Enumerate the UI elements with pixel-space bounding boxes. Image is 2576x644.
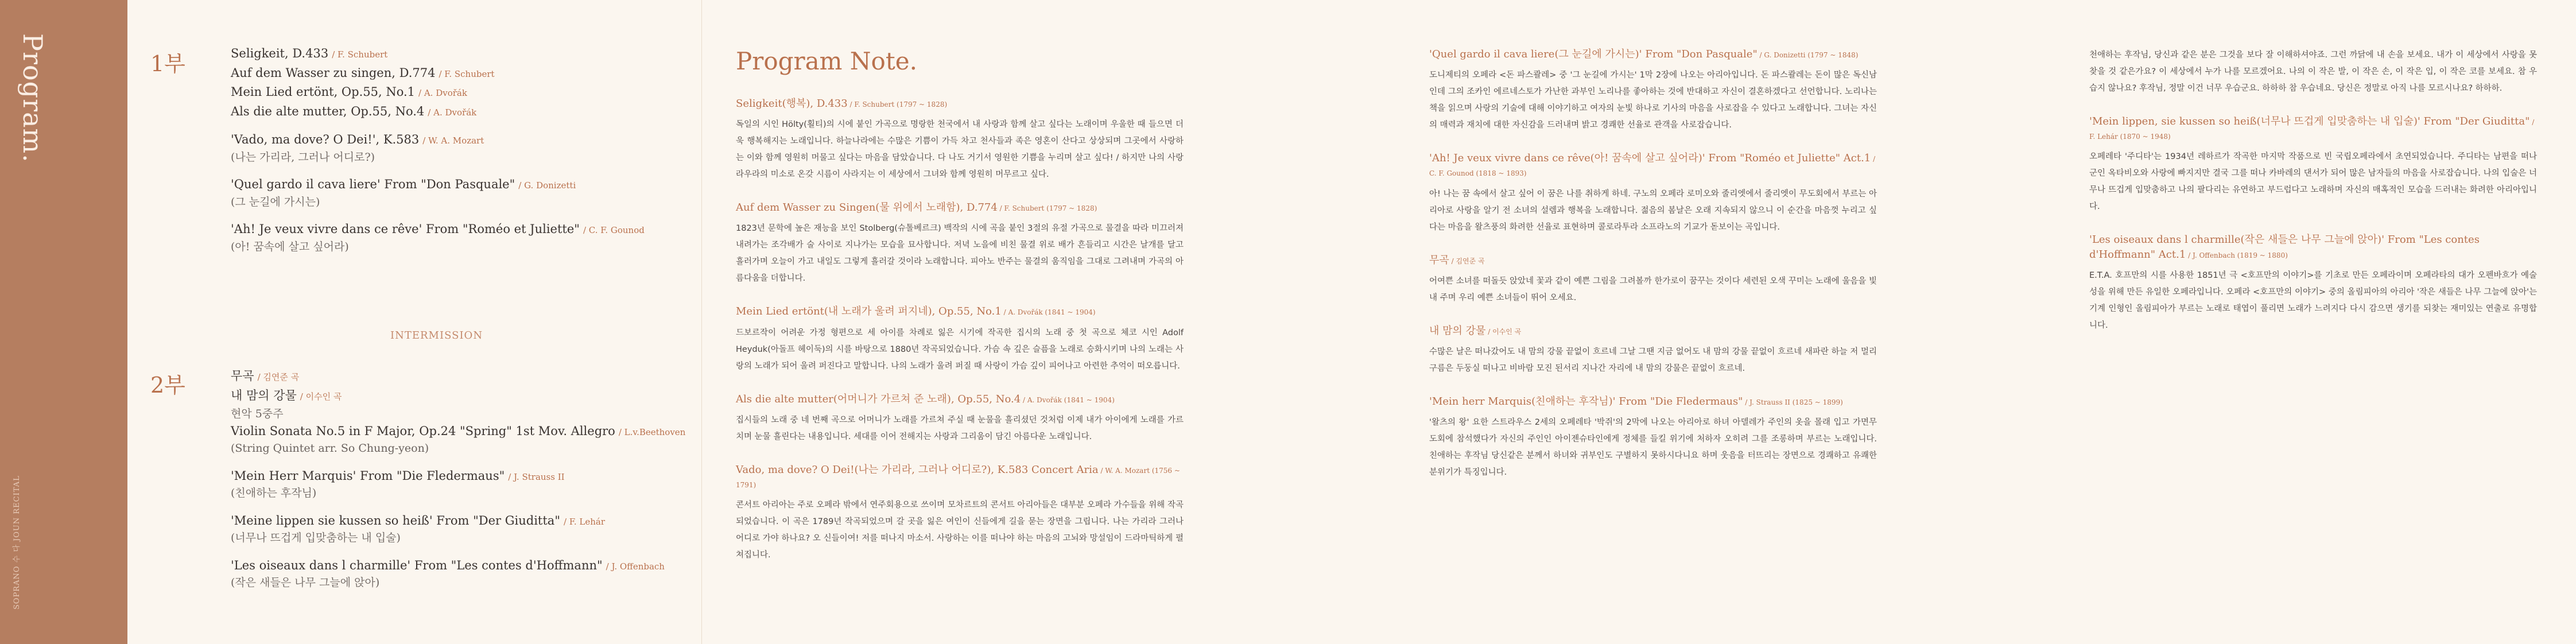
recital-vertical-subtitle: SOPRANO 수 다 JOUN RECITAL	[13, 475, 21, 610]
program-item-title: Auf dem Wasser zu singen, D.774	[231, 65, 436, 80]
program-item	[231, 131, 690, 149]
program-item-title: (String Quintet arr. So Chung-yeon)	[231, 442, 429, 455]
notes-column-2	[1429, 47, 1877, 498]
program-item-title: 무곡	[231, 369, 254, 383]
program-item	[231, 176, 690, 194]
note-composer: / 이수인 곡	[1485, 327, 1522, 336]
program-item	[231, 575, 690, 591]
note-composer: / J. Offenbach (1819 ~ 1880)	[2186, 251, 2288, 259]
program-item	[231, 83, 690, 102]
intermission-label: INTERMISSION	[390, 329, 483, 342]
notes-column-3	[2089, 47, 2537, 351]
program-item-title: 'Ah! Je veux vivre dans ce rêve' From "Roméo et Juliette"	[231, 222, 580, 236]
program-item-title: 'Les oiseaux dans l charmille' From "Les contes d'Hoffmann"	[231, 558, 603, 572]
note-composer: / 김연준 곡	[1449, 257, 1485, 265]
program-item	[231, 440, 690, 457]
note-heading	[1429, 394, 1877, 409]
note-composer: / F. Lehár (1870 ~ 1948)	[2089, 118, 2535, 141]
program-item-title: (그 눈길에 가시는)	[231, 195, 320, 208]
program-item	[231, 64, 690, 83]
program-item-title: 'Vado, ma dove? O Dei!', K.583	[231, 133, 420, 146]
spine-band	[0, 0, 127, 644]
note-title: Als die alte mutter(어머니가 가르쳐 준 노래), Op.55, No.4	[736, 393, 1021, 405]
note-body: 수많은 날은 떠나갔어도 내 맘의 강물 끝없이 흐르네 그날 그땐 지금 없어도 내 맘의 강물 끝없이 흐르네 새파란 하늘 저 멀리 구름은 두둥실 떠나고 비바람 모진 된서리 지나간 자리에 내 맘의 강물은 끝없이 흐르네.	[1429, 347, 1877, 373]
note-body: 오페레타 '주디타'는 1934년 레하르가 작곡한 마지막 작품으로 빈 국립오페라에서 초연되었습니다. 주디타는 남편을 떠나 군인 옥타비오와 사랑에 빠지지만 결국 그를 떠나 카바레의 댄서가 되어 많은 남자들의 마음을 사로잡습니다. 나의 입술은 너무나 뜨겁게 입맞춤하고 나의 팔다리는 유연하고 부드럽다고 노래하며 자신의 매혹적인 모습을 드러내는 화려한 아리아입니다.	[2089, 152, 2537, 212]
program-item	[231, 467, 690, 486]
program-item-composer: / F. Schubert	[439, 68, 495, 79]
note-composer: / J. Strauss II (1825 ~ 1899)	[1743, 398, 1843, 406]
program-item-composer: / F. Lehár	[563, 516, 606, 527]
program-item	[231, 422, 690, 441]
program-item-title: 'Mein Herr Marquis' From "Die Fledermaus"	[231, 468, 505, 483]
note-composer: / F. Schubert (1797 ~ 1828)	[997, 204, 1097, 213]
note-title: 내 맘의 강물	[1429, 324, 1486, 337]
program-item	[231, 406, 690, 422]
program-item-composer: / A. Dvořák	[418, 88, 467, 98]
note-title: 'Les oiseaux dans l charmille(작은 새들은 나무 그늘에 앉아)' From "Les contes d'Hoffmann" Act.1	[2089, 234, 2480, 261]
program-item	[231, 530, 690, 546]
part1-label: 1부	[150, 51, 185, 76]
program-item-title: (아! 꿈속에 살고 싶어라)	[231, 240, 349, 253]
note-heading	[736, 392, 1184, 406]
program-item-composer: / 이수인 곡	[300, 391, 342, 402]
note-title: Vado, ma dove? O Dei!(나는 가리라, 그러나 어디로?), K.583 Concert Aria	[736, 463, 1099, 476]
program-item-composer: / A. Dvořák	[428, 107, 477, 118]
program-item-title: 현악 5중주	[231, 408, 284, 420]
program-item-composer: / F. Schubert	[332, 49, 388, 60]
note-heading	[736, 304, 1184, 319]
program-item-composer: / G. Donizetti	[518, 180, 576, 191]
program-vertical-title: Program.	[17, 33, 48, 163]
program-item	[231, 103, 690, 121]
part2-list	[231, 367, 690, 591]
note-heading	[736, 463, 1184, 491]
note-title: 무곡	[1429, 254, 1449, 266]
part2-label: 2부	[150, 373, 185, 398]
program-item	[231, 220, 690, 239]
program-item-title: Als die alte mutter, Op.55, No.4	[231, 104, 425, 118]
program-item-composer: / J. Strauss II	[508, 471, 565, 482]
note-heading	[1429, 151, 1877, 180]
note-composer: / W. A. Mozart (1756 ~ 1791)	[736, 466, 1180, 489]
program-item	[231, 485, 690, 502]
note-title: 'Mein herr Marquis(친애하는 후작님)' From "Die Fledermaus"	[1429, 395, 1743, 408]
note-body: 천애하는 후작님, 당신과 같은 분은 그것을 보다 잘 이해하셔야죠. 그런 까닭에 내 손을 보세요. 내가 이 세상에서 사랑을 못 찾을 것 같은가요? 이 세상에서 누가 나를 모르겠어요. 나의 이 작은 발, 이 작은 손, 이 작은 입, 이 작은 코를 보세요. 참 우습지 않나요? 후작님, 정말 이건 너무 우습군요. 하하하 참 우습네요. 당신은 정말로 아직 나를 모르시나요? 하하하.	[2089, 51, 2537, 93]
program-item-composer: / C. F. Gounod	[583, 225, 645, 235]
note-body: 도니제티의 오페라 <돈 파스콸레> 중 '그 눈길에 가시는' 1막 2장에 나오는 아리아입니다. 돈 파스콸레는 돈이 많은 독신남인데 그의 조카인 에르네스토가 가난한 과부인 노리나를 좋아하는 것에 반대하고 자신이 결혼하겠다고 선언합니다. 노리나는 책을 읽으며 사랑의 기술에 대해 이야기하고 여자의 눈빛 하나로 기사의 마음을 사로잡을 수 있다고 노래합니다. 그녀는 자신의 매력과 재치에 대한 자신감을 드러내며 밝고 경쾌한 선율로 관객을 사로잡습니다.	[1429, 71, 1877, 130]
program-item	[231, 149, 690, 166]
note-body: 어여쁜 소녀를 떠돌듯 앉았네 꽃과 같이 예쁜 그림을 그려볼까 한가로이 꿈꾸는 것이다 세련된 오색 꾸미는 노래에 울음을 빛내 주며 우리 예쁜 소녀들이 뛰어 오세요.	[1429, 276, 1877, 302]
program-item-composer: / 김연준 곡	[257, 372, 300, 382]
program-item-title: 내 맘의 강물	[231, 388, 297, 402]
program-item-title: 'Meine lippen sie kussen so heiß' From "Der Giuditta"	[231, 513, 560, 527]
note-title: 'Quel gardo il cava liere(그 눈길에 가시는)' From "Don Pasquale"	[1429, 48, 1758, 60]
program-item-composer: / W. A. Mozart	[422, 135, 484, 146]
note-body: 독일의 시인 Hölty(횔티)의 시에 붙인 가곡으로 명랑한 천국에서 내 사랑과 함께 살고 싶다는 노래이며 우울한 때 들으면 더욱 행복해지는 노래입니다. 하늘나라에는 수많은 기쁨이 가득 차고 천사들과 족은 영혼이 산다고 상상되며 그곳에서 사랑하는 이와 함께 영원히 머물고 싶다는 마음을 담았습니다. 다 나도 거기서 영원한 기쁨을 누리며 살고 싶다! / 하지만 나의 사랑 라우라의 미소로 온갖 시름이 사라지는 이 세상에서 그녀와 함께 영원히 머무르고 싶다.	[736, 120, 1184, 180]
program-item-composer: / J. Offenbach	[606, 561, 665, 572]
note-body: E.T.A. 호프만의 시를 사용한 1851년 극 <호프만의 이야기>를 기초로 만든 오페라이며 오페라타의 대가 오펜바흐가 예술성을 위해 만든 유일한 오페라입니다. 오페라 <호프만의 이야기> 중의 올림피아의 아리아 '작은 새들은 나무 그늘에 앉아'는 기계 인형인 올림피아가 부르는 노래로 태엽이 풀리면 노래가 느려지다 다시 감으면 생기를 되찾는 재미있는 연출로 유명합니다.	[2089, 270, 2537, 330]
note-title: 'Ah! Je veux vivre dans ce rêve(아! 꿈속에 살고 싶어라)' From "Roméo et Juliette" Act.1	[1429, 152, 1871, 165]
program-item	[231, 367, 690, 386]
program-item-title: Seligkeit, D.433	[231, 46, 329, 60]
note-title: Auf dem Wasser zu Singen(물 위에서 노래함), D.774	[736, 201, 998, 214]
note-body: 1823년 문학에 높은 재능을 보인 Stolberg(슈톨베르크) 백작의 시에 곡을 붙인 3절의 유절 가곡으로 물결을 따라 미끄러져 내려가는 조각배가 술 사이로 지나가는 모습을 묘사합니다. 저녁 노을에 비친 물결 위로 배가 흔들리고 시간은 날개를 달고 흘러가며 오늘이 가고 내일도 그렇게 흘러갈 것이라 노래합니다. 피아노 반주는 물결의 움직임을 그대로 그려내며 가곡의 아름다움을 더합니다.	[736, 224, 1184, 284]
note-title: Seligkeit(행복), D.433	[736, 98, 848, 110]
note-heading	[2089, 232, 2537, 261]
part1-list	[231, 45, 690, 255]
note-composer: / A. Dvořák (1841 ~ 1904)	[1021, 395, 1115, 404]
note-body: 아! 나는 꿈 속에서 살고 싶어 이 꿈은 나를 취하게 하네. 구노의 오페라 로미오와 줄리엣에서 줄리엣이 무도회에서 부르는 아리아로 사랑을 알기 전 소녀의 설렘과 행복을 노래합니다. 젊음의 봄날은 오래 지속되지 않으니 이 순간을 마음껏 누리고 싶다는 마음을 왈츠풍의 화려한 선율로 표현하며 콜로라투라 소프라노의 기교가 돋보이는 곡입니다.	[1429, 189, 1877, 232]
note-heading	[736, 200, 1184, 215]
note-title: Mein Lied ertönt(내 노래가 울려 퍼지네), Op.55, No.1	[736, 305, 1002, 318]
note-heading	[1429, 324, 1877, 338]
notes-column-1	[736, 96, 1184, 581]
note-heading	[736, 96, 1184, 111]
notes-title: Program Note.	[736, 47, 917, 75]
note-composer: / F. Schubert (1797 ~ 1828)	[847, 100, 948, 108]
note-body: 콘서트 아리아는 주로 오페라 밖에서 연주회용으로 쓰이며 모차르트의 콘서트 아리아들은 대부분 오페라 가수들을 위해 작곡되었습니다. 이 곡은 1789년 작곡되었으며 갈 곳을 잃은 여인이 신들에게 길을 묻는 장면을 그립니다. 나는 가리라 그러나 어디로 가야 하나요? 오 신들이여! 저를 떠나지 마소서. 사랑하는 이를 떠나야 하는 마음의 고뇌와 망설임이 드라마틱하게 펼쳐집니다.	[736, 501, 1184, 560]
program-item	[231, 557, 690, 575]
note-composer: / G. Donizetti (1797 ~ 1848)	[1757, 51, 1859, 59]
program-item-composer: / L.v.Beethoven	[618, 426, 686, 437]
program-item-title: Violin Sonata No.5 in F Major, Op.24 "Spring" 1st Mov. Allegro	[231, 424, 615, 438]
program-item-title: Mein Lied ertönt, Op.55, No.1	[231, 85, 416, 99]
note-body: 집시들의 노래 중 네 번째 곡으로 어머니가 노래를 가르쳐 주실 때 눈물을 흘리셨던 것처럼 이제 내가 아이에게 노래를 가르치며 눈물 흘린다는 내용입니다. 세대를 이어 전해지는 사랑과 그리움이 담긴 아름다운 노래입니다.	[736, 415, 1184, 441]
program-item	[231, 45, 690, 63]
note-heading	[1429, 253, 1877, 267]
program-item-title: (작은 새들은 나무 그늘에 앉아)	[231, 576, 380, 589]
note-heading	[1429, 47, 1877, 61]
program-item-title: (너무나 뜨겁게 입맞춤하는 내 입술)	[231, 532, 401, 544]
note-composer: / C. F. Gounod (1818 ~ 1893)	[1429, 155, 1876, 178]
panel-divider	[701, 0, 702, 644]
note-heading	[2089, 114, 2537, 143]
note-body: 드보르작이 어려운 가정 형편으로 세 아이를 차례로 잃은 시기에 작곡한 집시의 노래 중 첫 곡으로 체코 시인 Adolf Heyduk(아돌프 헤이둑)의 시를 바탕으로 1880년 작곡되었습니다. 가슴 속 깊은 슬픔을 노래로 승화시키며 나의 노래는 사랑의 노래가 되어 울려 퍼진다고 말합니다. 나의 노래가 울려 퍼질 때 사랑이 가슴 깊이 피어나고 아련한 추억이 떠오릅니다.	[736, 328, 1184, 371]
note-composer: / A. Dvořák (1841 ~ 1904)	[1001, 308, 1096, 317]
program-item	[231, 387, 690, 405]
note-title: 'Mein lippen, sie kussen so heiß(너무나 뜨겁게 입맞춤하는 내 입술)' From "Der Giuditta"	[2089, 115, 2530, 127]
program-item	[231, 194, 690, 211]
program-item-title: (친애하는 후작님)	[231, 487, 317, 499]
program-item	[231, 512, 690, 530]
program-item-title: (나는 가리라, 그러나 어디로?)	[231, 150, 375, 164]
note-body: '왈츠의 왕' 요한 스트라우스 2세의 오페레타 '박쥐'의 2막에 나오는 아리아로 하녀 아델레가 주인의 옷을 몰래 입고 가면무도회에 참석했다가 자신의 주인인 아이젠슈타인에게 정체를 들킬 위기에 처하자 오히려 그를 조롱하며 부르는 노래입니다. 친애하는 후작님 당신같은 분께서 하녀와 귀부인도 구별하지 못하시다니요 하며 웃음을 터뜨리는 장면으로 경쾌하고 유쾌한 분위기가 특징입니다.	[1429, 418, 1877, 478]
program-item	[231, 239, 690, 255]
program-item-title: 'Quel gardo il cava liere' From "Don Pasquale"	[231, 177, 515, 191]
